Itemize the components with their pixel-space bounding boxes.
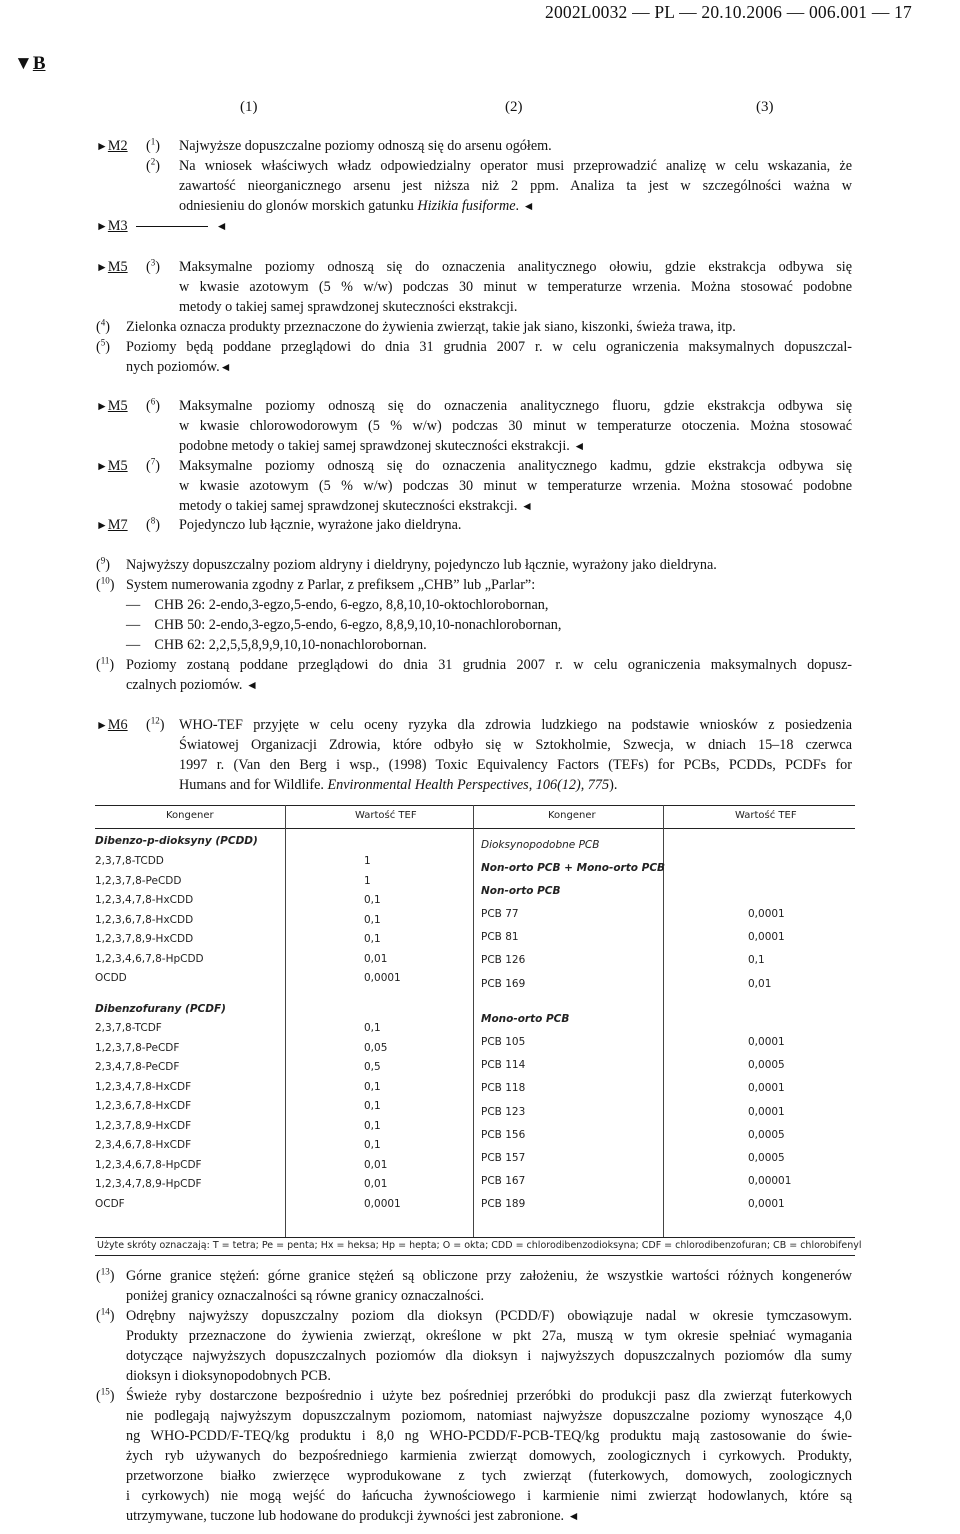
footnote-number-2: ($^2$) [146,156,160,174]
tef-value: 0,0005 [748,1128,785,1141]
triangle-left-icon: ◄ [215,219,228,233]
footnote-number-6: ($^6$) [146,396,160,414]
amendment-link-m5-a[interactable]: ►M5 [96,259,128,275]
triangle-left-icon: ◄ [567,1509,580,1523]
footnote-number-8: ($^8$) [146,515,160,533]
tef-head-value-2: Wartość TEF [735,810,797,821]
footnote-number-7: ($^7$) [146,456,160,474]
footnote-7-line-1: Maksymalne poziomy odnoszą się do oznaczenia analitycznego kadmu, gdzie ekstrakcja odbywa się [179,458,852,474]
triangle-left-icon: ◄ [246,678,258,692]
footnote-15-line-2: nie podlegają najwyższym dopuszczalnym poziomom, natomiast najwyższe dopuszczalne poziomy wynoszące 4,0 [126,1408,852,1424]
tef-value: 0,0001 [748,908,785,920]
tef-congener-name: 2,3,7,8-TCDD [95,855,164,867]
tef-value: 0,1 [364,894,381,906]
tef-value: 0,1 [364,1080,381,1093]
triangle-left-icon: ◄ [522,199,535,213]
tef-congener-name: 1,2,3,4,7,8-HxCDD [95,894,194,906]
tef-group-nonortho: Non-orto PCB [481,885,561,897]
tef-head-congener-1: Kongener [166,810,214,821]
footnote-12-line-1: WHO-TEF przyjęte w celu oceny ryzyka dla zdrowia ludzkiego na podstawie wniosków z posiedzenia [179,717,852,733]
tef-value: 0,5 [364,1061,381,1073]
tef-value: 1 [364,874,371,887]
tef-group-pcdd: Dibenzo-p-dioksyny (PCDD) [95,835,258,847]
tef-congener-name: PCB 126 [481,954,526,967]
tef-congener-name: 2,3,4,6,7,8-HxCDF [95,1139,192,1151]
footnote-10-item-2: — CHB 50: 2-endo,3-egzo,5-endo, 6-egzo, 8,8,9,10,10-nonachlorobornan, [126,617,562,633]
footnote-6-line-1: Maksymalne poziomy odnoszą się do oznaczenia analitycznego fluoru, gdzie ekstrakcja odbywa się [179,398,852,414]
footnote-12-line-4: Humans and for Wildlife. Environmental Health Perspectives, 106(12), 775). [179,777,618,793]
footnote-number-15: ($^{15}$) [96,1386,115,1404]
tef-head-value-1: Wartość TEF [355,810,417,821]
footnote-15-line-4: żych ryb używanych do bezpośredniego karmienia zwierząt domowych, zoologicznych i cyrkowych. Produkty, [126,1448,852,1464]
footnote-14-line-3: dotyczące najwyższych dopuszczalnych poziomów dla dioksyn i najwyższych dopuszczalnych poziomów dla sumy [126,1348,852,1364]
footnote-number-14: ($^{14}$) [96,1306,115,1324]
footnote-15-line-7: utrzymywane, tuczone lub hodowane do produkcji żywności jest zabronione. ◄ [126,1508,580,1524]
triangle-right-icon: ► [96,219,108,233]
footnote-5-line-1: Poziomy będą poddane przeglądowi do dnia 31 grudnia 2007 r. w celu ograniczenia maksymalnych dopuszczal- [126,339,852,355]
tef-congener-name: 2,3,7,8-TCDF [95,1022,162,1034]
tef-group-monoortho: Mono-orto PCB [481,1013,570,1025]
footnote-10-item-1: — CHB 26: 2-endo,3-egzo,5-endo, 6-egzo, 8,8,10,10-oktochlorobornan, [126,597,549,613]
triangle-right-icon: ► [96,518,108,532]
tef-value: 0,1 [364,1100,381,1112]
tef-abbreviations-note: Użyte skróty oznaczają: T = tetra; Pe = penta; Hx = heksa; Hp = hepta; O = okta; CDD = chlorodibenzodioksyna; CDF = chlorodibenzofuran; CB = chlorobifenyl [95,1237,855,1256]
triangle-right-icon: ► [96,718,108,732]
footnote-6-line-3: podobne metody o takiej samej sprawdzonej skuteczności ekstrakcji. ◄ [179,438,586,454]
footnote-14-line-4: dioksyn i dioksynopodobnych PCB. [126,1368,331,1384]
footnote-12-line-3: 1997 r. (Van den Berg i wsp., (1998) Toxic Equivalency Factors (TEFs) for PCBs, PCDDs, PCDFs for [179,757,852,773]
footnote-6-line-2: w kwasie chlorowodorowym (5 % w/w) podczas 30 minut w temperaturze otoczenia. Można stosować [179,418,852,434]
footnote-5-line-2: nych poziomów.◄ [126,359,232,375]
tef-congener-name: 1,2,3,7,8,9-HxCDF [95,1119,192,1132]
footnote-8-text: Pojedynczo lub łącznie, wyrażone jako dieldryna. [179,517,462,533]
footnote-15-line-5: przetworzone białko zwierzęce wyprodukowane z tych zwierząt (futerkowych, domowych, zoologicznych [126,1468,852,1484]
tef-value: 0,1 [364,933,381,945]
footnote-number-12: ($^{12}$) [146,715,165,733]
tef-value: 0,00001 [748,1175,792,1188]
tef-value: 0,0001 [748,1105,785,1118]
tef-congener-name: PCB 156 [481,1128,526,1141]
tef-congener-name: PCB 189 [481,1198,526,1211]
tef-value: 0,0001 [364,972,401,984]
footnote-14-line-1: Odrębny najwyższy dopuszczalny poziom dla dioksyn (PCDD/F) obowiązuje nadal w okresie tymczasowym. [126,1308,852,1324]
footnote-2-line-1: Na wniosek właściwych władz odpowiedzialny operator musi przeprowadzić analizę w celu wskazania, że [179,158,852,174]
amendment-link-m3[interactable]: ►M3 ◄ [96,218,228,234]
tef-congener-name: PCB 169 [481,977,526,990]
tef-group-nonortho-mono: Non-orto PCB + Mono-orto PCB [481,862,666,874]
tef-value: 0,0001 [748,1082,785,1095]
tef-group-pcb: Dioksynopodobne PCB [481,839,600,851]
footnote-13-line-2: poniżej granicy oznaczalności są równe granicy oznaczalności. [126,1288,485,1304]
triangle-left-icon: ◄ [219,360,232,374]
footnote-3-line-1: Maksymalne poziomy odnoszą się do oznaczenia analitycznego ołowiu, gdzie ekstrakcja odbywa się [179,259,852,275]
tef-congener-name: PCB 105 [481,1036,526,1048]
footnote-1-text: Najwyższe dopuszczalne poziomy odnoszą się do arsenu ogółem. [179,138,552,154]
footnote-3-line-3: metody o takiej samej sprawdzonej skuteczności ekstrakcji. [179,299,518,315]
footnote-7-line-3: metody o takiej samej sprawdzonej skuteczności ekstrakcji. ◄ [179,498,533,514]
footnote-7-line-2: w kwasie azotowym (5 % w/w) podczas 30 minut w temperaturze wrzenia. Można stosować podobne [179,478,852,494]
tef-congener-name: 1,2,3,6,7,8-HxCDF [95,1100,192,1112]
tef-congener-name: PCB 157 [481,1152,526,1164]
tef-congener-name: 1,2,3,4,6,7,8-HpCDD [95,952,204,965]
tef-value: 0,0001 [748,1198,785,1211]
tef-congener-name: 1,2,3,7,8-PeCDD [95,874,182,887]
amendment-link-m5-b[interactable]: ►M5 [96,398,128,414]
tef-value: 0,01 [748,977,772,990]
footnote-3-line-2: w kwasie azotowym (5 % w/w) podczas 30 minut w temperaturze wrzenia. Można stosować podobne [179,279,852,295]
footnote-number-3: ($^3$) [146,257,160,275]
tef-value: 0,1 [364,1022,381,1034]
tef-congener-name: PCB 123 [481,1105,526,1118]
footnote-15-line-1: Świeże ryby dostarczone bezpośrednio i użyte bez pośredniej przeróbki do produkcji pasz dla zwierząt futerkowych [126,1388,852,1404]
amendment-link-m2[interactable]: ►M2 [96,138,128,154]
tef-congener-name: PCB 118 [481,1082,526,1095]
triangle-left-icon: ◄ [573,439,586,453]
triangle-right-icon: ► [96,260,108,274]
triangle-right-icon: ► [96,459,108,473]
footnote-13-line-1: Górne granice stężeń: górne granice stężeń są obliczone przy założeniu, że wszystkie wartości różnych kongenerów [126,1268,852,1284]
tef-congener-name: PCB 81 [481,931,519,944]
deleted-text-rule [136,226,208,227]
tef-table [95,805,855,1238]
tef-value: 0,1 [364,1119,381,1132]
tef-congener-name: 1,2,3,4,7,8,9-HpCDF [95,1178,202,1190]
tef-value: 0,0001 [748,1036,785,1048]
tef-value: 0,0005 [748,1152,785,1164]
tef-value: 0,1 [748,954,765,967]
column-heading-2: (2) [505,99,523,115]
tef-value: 1 [364,855,371,867]
amendment-link-m7[interactable]: ►M7 [96,517,128,533]
tef-divider-2 [473,805,474,1237]
footnote-number-13: ($^{13}$) [96,1266,115,1284]
amendment-marker-b[interactable]: ▼B [14,53,46,74]
tef-congener-name: PCB 114 [481,1059,526,1072]
page-header: 2002L0032 — PL — 20.10.2006 — 006.001 — 17 [545,2,912,22]
footnote-number-1: ($^1$) [146,136,160,154]
tef-group-pcdf: Dibenzofurany (PCDF) [95,1003,226,1015]
footnote-11-line-1: Poziomy zostaną poddane przeglądowi do dnia 31 grudnia 2007 r. w celu ograniczenia maksymalnych dopusz- [126,657,852,673]
tef-congener-name: 1,2,3,7,8-PeCDF [95,1041,180,1054]
amendment-link-m6[interactable]: ►M6 [96,717,128,733]
tef-congener-name: 1,2,3,6,7,8-HxCDD [95,913,194,926]
tef-congener-name: 1,2,3,4,7,8-HxCDF [95,1080,192,1093]
footnote-14-line-2: Produkty przeznaczone do żywienia zwierząt, określone w pkt 27a, muszą w tym okresie spełniać wymagania [126,1328,852,1344]
tef-value: 0,0001 [364,1197,401,1210]
tef-head-congener-2: Kongener [548,810,596,821]
tef-congener-name: PCB 77 [481,908,519,920]
footnote-number-4: ($^4$) [96,317,110,335]
tef-value: 0,0005 [748,1059,785,1072]
tef-congener-name: OCDF [95,1197,125,1210]
footnote-number-11: ($^{11}$) [96,655,115,673]
tef-congener-name: 1,2,3,4,6,7,8-HpCDF [95,1158,202,1171]
tef-congener-name: PCB 167 [481,1175,526,1188]
tef-value: 0,01 [364,1158,388,1171]
triangle-left-icon: ◄ [520,499,533,513]
tef-value: 0,1 [364,913,381,926]
tef-value: 0,01 [364,952,388,965]
tef-divider-1 [285,805,286,1237]
footnote-9-text: Najwyższy dopuszczalny poziom aldryny i dieldryny, pojedynczo lub łącznie, wyrażony jako dieldryna. [126,557,717,573]
triangle-right-icon: ► [96,139,108,153]
footnote-15-line-6: i cyrkowych) nie mogą wejść do łańcucha żywnościowego i karmienie nimi zwierząt hodowlanych, które są [126,1488,852,1504]
column-heading-1: (1) [240,99,258,115]
amendment-link-m5-c[interactable]: ►M5 [96,458,128,474]
footnote-12-line-2: Światowej Organizacji Zdrowia, które odbyło się w Sztokholmie, Szwecja, w dniach 15–18 czerwca [179,737,852,753]
footnote-11-line-2: czalnych poziomów. ◄ [126,677,258,693]
tef-congener-name: 2,3,4,7,8-PeCDF [95,1061,180,1073]
footnote-10-item-3: — CHB 62: 2,2,5,5,8,9,9,10,10-nonachlorobornan. [126,637,427,653]
tef-value: 0,0001 [748,931,785,944]
footnote-number-5: ($^5$) [96,337,110,355]
tef-value: 0,01 [364,1178,388,1190]
triangle-down-icon: ▼ [14,53,33,74]
footnote-4-text: Zielonka oznacza produkty przeznaczone do żywienia zwierząt, takie jak siano, kiszonki, świeża trawa, itp. [126,319,736,335]
triangle-right-icon: ► [96,399,108,413]
footnote-number-10: ($^{10}$) [96,575,115,593]
footnote-2-line-3: odniesieniu do glonów morskich gatunku Hizikia fusiforme. ◄ [179,198,535,214]
tef-value: 0,05 [364,1041,388,1054]
tef-congener-name: OCDD [95,972,127,984]
tef-congener-name: 1,2,3,7,8,9-HxCDD [95,933,194,945]
footnote-number-9: ($^9$) [96,555,110,573]
tef-value: 0,1 [364,1139,381,1151]
footnote-10-text: System numerowania zgodny z Parlar, z prefiksem „CHB” lub „Parlar”: [126,577,536,593]
column-heading-3: (3) [756,99,774,115]
footnote-2-line-2: zawartość nieorganicznego arsenu jest niższa niż 2 ppm. Analiza ta jest w szczególności ważna w [179,178,852,194]
footnote-15-line-3: ng WHO-PCDD/F-TEQ/kg produktu i 8,0 ng WHO-PCDD/F-PCB-TEQ/kg produktu mają zastosowanie do świe- [126,1428,852,1444]
